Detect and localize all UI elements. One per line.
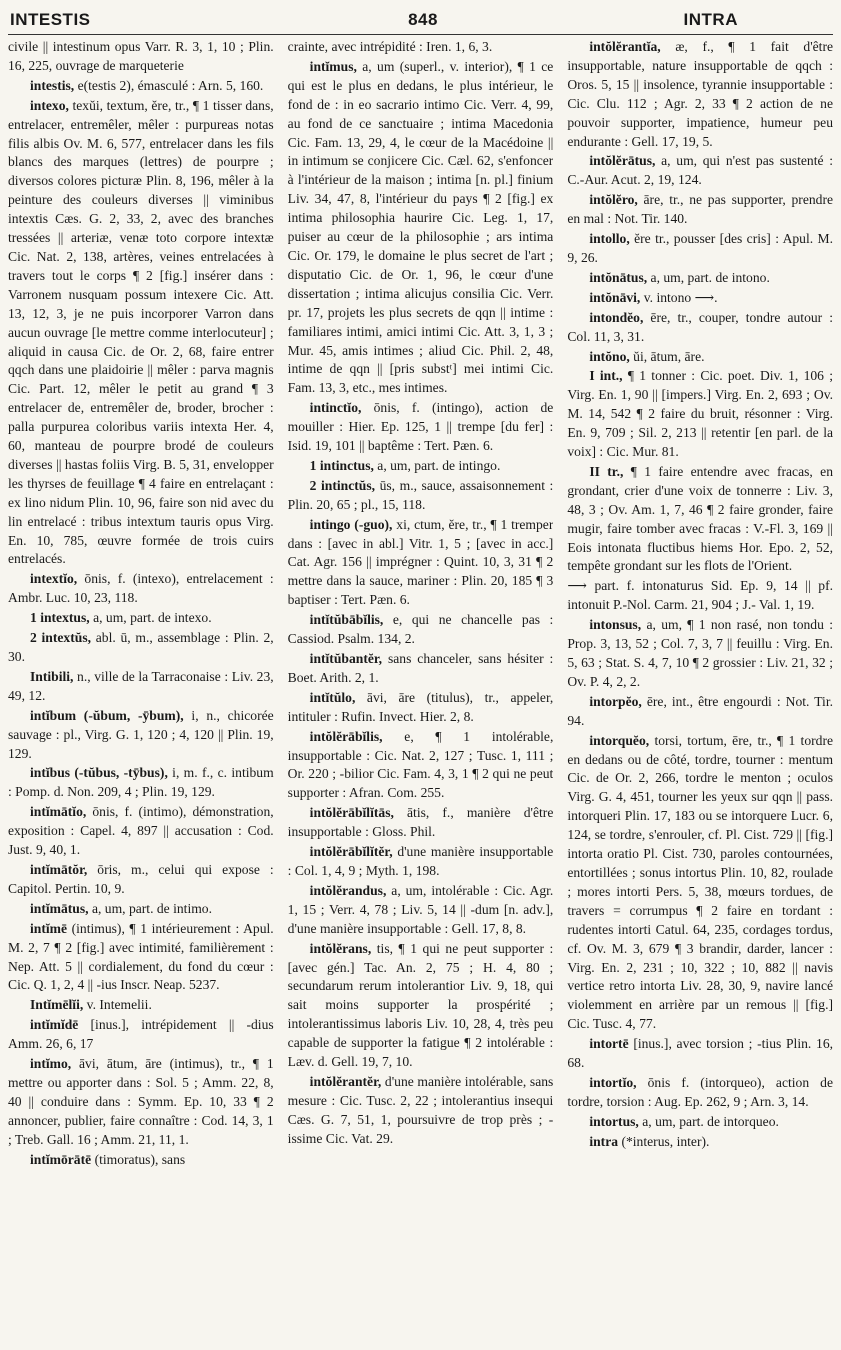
dictionary-entry xyxy=(288,611,554,649)
entry-headword: 2 intinctŭs, xyxy=(309,477,376,493)
dictionary-entry xyxy=(567,693,833,731)
dictionary-entry xyxy=(567,577,833,615)
dictionary-entry xyxy=(567,289,833,308)
running-head-right: INTRA xyxy=(683,10,738,29)
entry-definition: i, n., chicorée sauvage : pl., Virg. G. 1, 120 ; 4, 120 || Plin. 19, 129. xyxy=(8,707,274,761)
entry-headword: intortĭo, xyxy=(589,1074,637,1090)
dictionary-entry xyxy=(567,191,833,229)
dictionary-entry xyxy=(8,570,274,608)
entry-headword: intŏlĕrābĭlĭtĕr, xyxy=(309,844,393,860)
dictionary-entry xyxy=(288,804,554,842)
entry-definition: a, um, part. de intexo. xyxy=(93,610,212,626)
entry-headword: 1 intextus, xyxy=(30,610,90,626)
entry-definition: d'une manière intolérable, sans mesure : Cic. Tusc. 2, 22 ; intolerantius insequi Cæs. G. 7, 51, 1, poursuivre de trop près ; -issime Cic. Vat. 29. xyxy=(287,1073,554,1146)
dictionary-entry xyxy=(567,367,833,462)
entry-headword: intĭmātŏr, xyxy=(30,861,88,877)
entry-definition: ōnis, f. (intexo), entrelacement : Ambr. Luc. 10, 23, 118. xyxy=(8,571,274,606)
dictionary-entry xyxy=(567,348,833,367)
dictionary-entry xyxy=(288,38,554,57)
dictionary-entry xyxy=(288,58,554,398)
entry-definition: abl. ū, m., assemblage : Plin. 2, 30. xyxy=(8,630,274,664)
dictionary-entry xyxy=(567,1133,833,1152)
running-head-left: INTESTIS xyxy=(10,10,91,29)
entry-definition: crainte, avec intrépidité : Iren. 1, 6, 3. xyxy=(287,39,493,54)
entry-headword: intra xyxy=(589,1133,619,1149)
entry-definition: æ, f., ¶ 1 fait d'être insupportable, nature insupportable de qqch : Oros. 5, 15 || insolence, tyrannie insupportable : Cic. Clu. 112 ; Agr. 2, 33 ¶ 2 action de ne pouvoir supporter, impatience, humeur peu endurante : Gell. 17, 19, 5. xyxy=(567,39,834,149)
dictionary-entry xyxy=(288,399,554,456)
entry-headword: intĭbus (-tŭbus, -tȳbus), xyxy=(30,765,168,781)
dictionary-entry xyxy=(8,920,274,996)
entry-headword: intŏlĕrātus, xyxy=(589,153,656,169)
entry-definition: xi, ctum, ĕre, tr., ¶ 1 tremper dans : [avec in abl.] Vitr. 1, 5 ; [avec in acc.] Cat. Agr. 156 || imprégner : Quint. 10, 3, 31 ¶ 2 mettre dans la sauce, mariner : Plin. 20, 185 ¶ 3 baptiser : Tert. Pæn. 6. xyxy=(287,516,554,608)
entry-headword: intŏlĕrābĭlĭtās, xyxy=(309,805,394,821)
entry-headword: intinctĭo, xyxy=(309,400,362,416)
entry-definition: ōnis, f. (intimo), démonstration, exposition : Capel. 4, 897 || accusation : Cod. Just. 9, 40, 1. xyxy=(8,804,274,858)
entry-headword: I int., xyxy=(589,368,623,384)
entry-definition: ōris, m., celui qui expose : Capitol. Pertin. 10, 9. xyxy=(8,861,274,896)
entry-definition: a, um, ¶ 1 non rasé, non tondu : Prop. 3, 13, 52 ; Col. 7, 3, 7 || feuillu : Virg. En. 5, 63 ; Stat. S. 4, 7, 10 ¶ 2 grossier : Liv. 21, 32 ; Ov. P. 4, 2, 2. xyxy=(567,617,834,689)
page-number: 848 xyxy=(408,10,438,29)
entry-definition: v. intono ⟶. xyxy=(643,289,718,305)
dictionary-entry xyxy=(8,609,274,628)
dictionary-entry xyxy=(8,629,274,667)
entry-definition: i, m. f., c. intibum : Pomp. d. Non. 209, 4 ; Plin. 19, 129. xyxy=(8,765,274,800)
dictionary-entry xyxy=(8,803,274,860)
entry-definition: texŭi, textum, ĕre, tr., ¶ 1 tisser dans, entrelacer, entremêler, mêler : purpureas notas filis albis Ov. M. 6, 577, entrelacer dans les fils blancs des marques (lettres) de pourpre ; diversos colores picturæ Plin. 8, 196, mêler à la peinture des couleurs diverses || viminibus intextis Cæs. G. 2, 33, 2, avec des branches tressées || arteriæ, venæ toto corpore intextæ Cic. Nat. 2, 138, artères, veines entrelacées à travers tout le corps ¶ 2 [fig.] insérer dans : Varronem nusquam possum intexere Cic. Att. 13, 12, 3, je ne puis incorporer Varron dans aucun ouvrage [le mettre comme interlocuteur] ; aliquid in causa Cic. de Or. 2, 68, faire entrer qqch dans une plaidoirie || mêler : parva magnis Cic. Part. 12, mêler le petit au grand ¶ 3 entrelacer de, entremêler de, broder, brocher : palla purpurea coloribus variis intexta Her. 4, 60, manteau de pourpre brodé de couleurs diverses || hastas foliis Virg. B. 5, 31, envelopper les thyrses de feuillage ¶ 4 faire en entrelaçant : ex lino nidum Plin. 10, 96, faire son nid avec du lin entrelacé : tribus intextum tauris opus Virg. En. 10, 785, œuvre formée de trois cuirs entrelacés. xyxy=(8,97,274,567)
entry-definition: a, um, intolérable : Cic. Agr. 1, 15 ; Verr. 4, 78 ; Liv. 5, 14 || -dum [n. adv.], d'une manière insupportable : Gell. 17, 8, 8. xyxy=(287,882,554,936)
column-1 xyxy=(8,38,274,1343)
dictionary-entry xyxy=(288,1073,554,1149)
entry-definition: ¶ 1 faire entendre avec fracas, en grondant, crier d'une voix de tonnerre : Liv. 3, 48, 3 ; Ov. Am. 1, 7, 46 ¶ 2 faire gronder, faire mugir, faire tomber avec fracas : V.-Fl. 3, 169 || Eois intonata fluctibus hiems Hor. Epo. 2, 52, tempête grondant sur les flots de l'Orient. xyxy=(567,463,834,574)
entry-definition: (timoratus), sans xyxy=(94,1151,186,1167)
entry-headword: 1 intinctus, xyxy=(309,457,374,473)
dictionary-entry xyxy=(8,996,274,1015)
entry-headword: intĭtŭlo, xyxy=(309,689,356,705)
dictionary-entry xyxy=(8,668,274,706)
column-3 xyxy=(567,38,833,1343)
dictionary-entry xyxy=(8,77,274,96)
entry-headword: intŏlĕrantĕr, xyxy=(309,1073,382,1089)
entry-headword: intonsus, xyxy=(589,617,642,633)
dictionary-entry xyxy=(288,728,554,804)
entry-headword: intĭmus, xyxy=(309,58,357,74)
dictionary-entry xyxy=(567,309,833,347)
entry-headword: 2 intextŭs, xyxy=(30,630,92,646)
dictionary-entry xyxy=(288,940,554,1072)
entry-definition: āre, tr., ne pas supporter, prendre en mal : Not. Tir. 140. xyxy=(567,192,834,227)
entry-headword: intestis, xyxy=(30,77,75,93)
dictionary-entry xyxy=(567,230,833,268)
entry-definition: civile || intestinum opus Varr. R. 3, 1, 10 ; Plin. 16, 225, ouvrage de marqueterie xyxy=(8,39,274,73)
entry-headword: intĭmātĭo, xyxy=(30,804,87,820)
entry-definition: [inus.], intrépidement || -dius Amm. 26, 6, 17 xyxy=(8,1017,274,1052)
entry-headword: intĭtŭbābĭlis, xyxy=(309,612,384,628)
dictionary-columns xyxy=(8,38,833,1343)
entry-definition: a, um (superl., v. interior), ¶ 1 ce qui est le plus en dedans, le plus intérieur, le fond de : in eo sacrario intimo Cic. Verr. 4, 99, au fond de ce sanctuaire ; intima Macedonia Cic. Fam. 13, 29, 4, le cœur de la Macédoine || in intimum se conjicere Cic. Cæl. 62, s'enfoncer à l'intérieur de la maison ; intima [n. pl.] finium Liv. 34, 47, 8, l'intérieur du pays ¶ 2 [fig.] ex intima philosophia haurire Cic. Leg. 1, 17, puiser au cœur de la philosophie ; ars intima Cic. Or. 179, le domaine le plus secret de l'art ; disputatio Cic. de Or. 1, 96, le cœur d'une dissertation ; intima alicujus consilia Cic. Verr. pr. 17, projets les plus secrets de qqn || intime : familiares intimi, amici intimi Cic. Att. 3, 1, 3 ; Mur. 45, amis intimes ; aliud Cic. Phil. 2, 48, intime de qqn || [pris substᵗ] mei intimi Cic. Fam. 13, 3, etc., mes intimes. xyxy=(287,58,554,396)
entry-definition: ¶ 1 tonner : Cic. poet. Div. 1, 106 ; Virg. En. 1, 90 || [impers.] Virg. En. 2, 693 ; Ov. M. 14, 542 ¶ 2 faire du bruit, résonner : Virg. En. 9, 709 ; Sil. 2, 213 || retentir [en parl. de la voix] : Cic. Mur. 81. xyxy=(567,368,834,460)
dictionary-entry xyxy=(8,707,274,764)
entry-headword: Intibili, xyxy=(30,668,74,684)
entry-definition: v. Intemelii. xyxy=(86,997,152,1013)
entry-definition: a, um, part. de intorqueo. xyxy=(642,1113,779,1129)
dictionary-entry xyxy=(8,38,274,76)
dictionary-entry xyxy=(8,861,274,899)
entry-definition: e, ¶ 1 intolérable, insupportable : Cic. Nat. 2, 127 ; Tusc. 1, 111 ; Or. 220 ; -bilior Cic. Fam. 4, 3, 1 ¶ 2 qui ne peut supporter : Afran. Com. 255. xyxy=(287,728,554,801)
entry-definition: e, qui ne chancelle pas : Cassiod. Psalm. 134, 2. xyxy=(287,612,554,647)
entry-definition: ātis, f., manière d'être insupportable : Gloss. Phil. xyxy=(287,805,554,840)
header-rule xyxy=(8,34,833,35)
dictionary-entry xyxy=(8,1016,274,1054)
entry-definition: ōnis, f. (intingo), action de mouiller : Hier. Ep. 125, 1 || trempe [du fer] : Isid. 19, 101 || baptême : Tert. Pæn. 6. xyxy=(287,400,554,454)
entry-definition: a, um, part. de intingo. xyxy=(377,457,501,473)
entry-headword: intŏlĕrandus, xyxy=(309,882,387,898)
entry-definition: ēre, int., être engourdi : Not. Tir. 94. xyxy=(567,693,834,728)
entry-headword: intĭmĭdē xyxy=(30,1017,79,1033)
entry-headword: intĭmātus, xyxy=(30,900,89,916)
entry-headword: intĭtŭbantĕr, xyxy=(309,651,383,666)
entry-headword: intollo, xyxy=(589,231,630,247)
entry-headword: intĭmōrātē xyxy=(30,1151,92,1167)
dictionary-entry xyxy=(8,1055,274,1150)
dictionary-entry xyxy=(288,882,554,939)
entry-definition: ūs, m., sauce, assaisonnement : Plin. 20, 65 ; pl., 15, 118. xyxy=(287,477,554,512)
dictionary-entry xyxy=(288,843,554,881)
dictionary-entry xyxy=(567,463,833,576)
dictionary-entry xyxy=(567,1113,833,1132)
entry-headword: II tr., xyxy=(589,463,624,479)
entry-definition: (intimus), ¶ 1 intérieurement : Apul. M. 2, 7 ¶ 2 [fig.] avec intimité, familièrement : Nep. Att. 5 || cordialement, du fond du cœur : Cic. Q. 1, 2, 4 || -ius Inscr. Neap. 5237. xyxy=(8,920,274,993)
dictionary-entry xyxy=(567,616,833,692)
entry-definition: āvi, āre (titulus), tr., appeler, intituler : Rufin. Invect. Hier. 2, 8. xyxy=(287,689,554,724)
entry-headword: intŏlĕrābĭlis, xyxy=(309,728,383,744)
entry-headword: intorpĕo, xyxy=(589,693,642,709)
entry-headword: intĭbum (-ŭbum, -ȳbum), xyxy=(30,707,184,723)
entry-definition: torsi, tortum, ēre, tr., ¶ 1 tordre en dedans ou de côté, tordre, tourner : mentum Cic. de Or. 2, 266, tordre le menton ; oculos Virg. G. 4, 451, tourner les yeux sur qqn || pass. intorqueri Plin. 17, 183 ou se intorquere Lucr. 6, 124, se tordre, s'enrouler, cf. Pl. Cist. 729 || [fig.] intorta oratio Pl. Cist. 730, paroles contournées, entortillées ; sonus intortus Plin. 10, 82, roulade ; mores intorti Pers. 5, 38, mœurs tordues, de travers = corrumpus ¶ 2 faire en tordant : rudentes intorti Catul. 64, 235, cordages tordus, cf. Ov. M. 3, 679 ¶ 3 brandir, darder, lancer : Virg. En. 2, 231 ; 10, 322 ; 10, 882 || navis vertice retro intorta Liv. 28, 30, 9, navire lancé violemment en arrière par un remous || [fig.] Cic. Tusc. 4, 77. xyxy=(567,732,834,1032)
entry-headword: intortē xyxy=(589,1036,629,1052)
dictionary-entry xyxy=(288,516,554,611)
dictionary-entry xyxy=(288,689,554,727)
dictionary-entry xyxy=(567,1035,833,1073)
entry-headword: intondĕo, xyxy=(589,309,644,325)
entry-definition: a, um, part. de intono. xyxy=(650,269,770,285)
entry-headword: Intĭmēlĭi, xyxy=(30,997,84,1013)
entry-definition: a, um, part. de intimo. xyxy=(91,900,213,916)
entry-definition: a, um, qui n'est pas sustenté : C.-Aur. Acut. 2, 19, 124. xyxy=(567,153,834,188)
entry-definition: tis, ¶ 1 qui ne peut supporter : [avec gén.] Tac. An. 2, 75 ; H. 4, 80 ; secundarum rerum intolerantior Liv. 9, 18, qui sait moins supporter la prospérité ; intolerantissimus laboris Liv. 10, 28, 4, très peu capable de supporter la fatigue ¶ 2 intolérable : Læv. d. Gell. 19, 7, 10. xyxy=(287,940,554,1070)
entry-definition: ōnis f. (intorqueo), action de tordre, torsion : Aug. Ep. 262, 9 ; Arn. 3, 14. xyxy=(567,1074,834,1109)
entry-definition: ŭi, ātum, āre. xyxy=(633,348,705,364)
dictionary-entry xyxy=(567,38,833,151)
dictionary-entry xyxy=(567,1074,833,1112)
entry-headword: intŏno, xyxy=(589,348,630,364)
entry-definition: ⟶ part. f. intonaturus Sid. Ep. 9, 14 || pf. intonuit P.-Nol. Carm. 21, 904 ; J.- Val. 1, 19. xyxy=(567,578,834,613)
entry-headword: intexo, xyxy=(30,97,69,113)
entry-definition: āvi, ātum, āre (intimus), tr., ¶ 1 mettre ou apporter dans : Sol. 5 ; Amm. 22, 8, 40 || conduire dans : Symm. Ep. 10, 33 ¶ 2 annoncer, publier, faire connaître : Cod. 14, 3, 1 ; Treb. Gall. 16 ; Amm. 21, 11, 1. xyxy=(8,1056,274,1147)
entry-headword: intĭmo, xyxy=(30,1056,72,1072)
entry-headword: intŏlĕrans, xyxy=(309,940,372,956)
entry-definition: sans chanceler, sans hésiter : Boet. Arith. 2, 1. xyxy=(287,651,554,685)
dictionary-entry xyxy=(8,900,274,919)
entry-definition: ēre, tr., couper, tondre autour : Col. 11, 3, 31. xyxy=(567,309,834,344)
column-2 xyxy=(288,38,554,1343)
entry-definition: (*interus, inter). xyxy=(621,1133,710,1149)
entry-headword: intortus, xyxy=(589,1113,639,1129)
entry-definition: [inus.], avec torsion ; -tius Plin. 16, 68. xyxy=(567,1036,834,1071)
dictionary-entry xyxy=(8,764,274,802)
entry-headword: intĭmē xyxy=(30,920,67,936)
entry-definition: d'une manière insupportable : Col. 1, 4, 9 ; Myth. 1, 198. xyxy=(287,844,554,878)
dictionary-entry xyxy=(567,732,833,1035)
dictionary-entry xyxy=(567,269,833,288)
entry-headword: intextĭo, xyxy=(30,571,78,587)
entry-definition: n., ville de la Tarraconaise : Liv. 23, 49, 12. xyxy=(8,668,274,703)
dictionary-entry xyxy=(8,1151,274,1170)
entry-headword: intŏnāvi, xyxy=(589,289,641,305)
entry-definition: ĕre tr., pousser [des cris] : Apul. M. 9, 26. xyxy=(567,231,834,265)
page-header xyxy=(8,8,833,34)
dictionary-entry xyxy=(288,477,554,515)
dictionary-entry xyxy=(288,457,554,476)
entry-headword: intŏlĕrantĭa, xyxy=(589,39,661,54)
dictionary-entry xyxy=(567,152,833,190)
entry-headword: intingo (-guo), xyxy=(309,516,393,532)
entry-headword: intŏnātus, xyxy=(589,269,648,285)
entry-headword: intorquĕo, xyxy=(589,732,650,748)
entry-definition: e(testis 2), émasculé : Arn. 5, 160. xyxy=(77,77,264,93)
dictionary-entry xyxy=(8,97,274,570)
dictionary-entry xyxy=(288,650,554,688)
entry-headword: intŏlĕro, xyxy=(589,192,638,208)
